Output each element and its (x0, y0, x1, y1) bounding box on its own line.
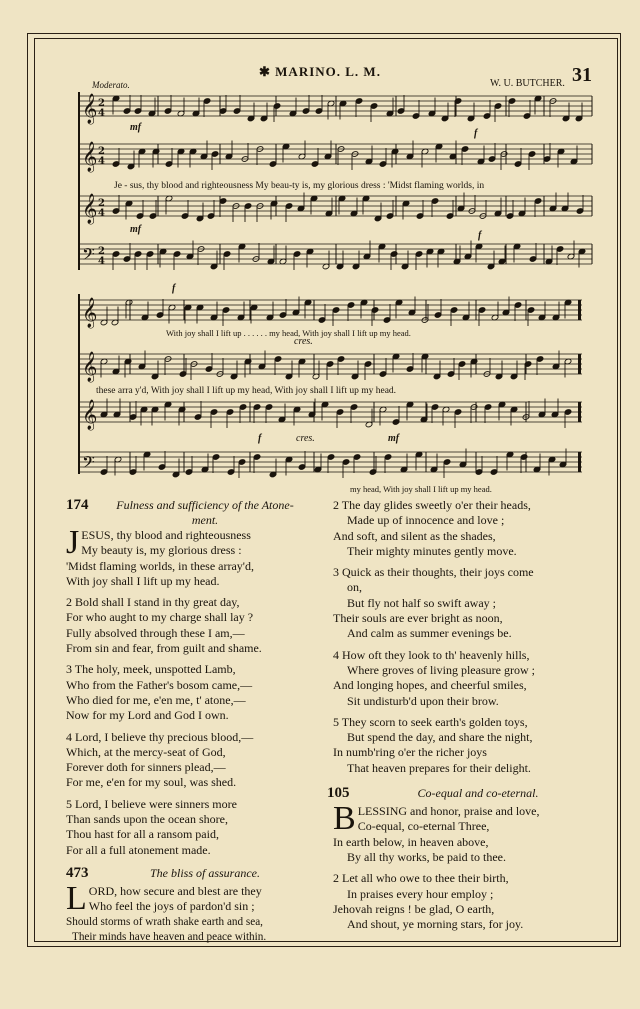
dynamic-f: f (172, 283, 176, 294)
bass-clef: 𝄢 (82, 452, 95, 476)
final-bar (578, 354, 581, 374)
verse-line: And longing hopes, and cheerful smiles, (333, 678, 527, 693)
hymn-174-stanza-5 (66, 797, 328, 858)
verse-line: 4 Lord, I believe thy precious blood,— (66, 729, 254, 744)
verse-line: 5 Lord, I believe were sinners more (66, 796, 237, 811)
lyrics-system1: Je - sus, thy blood and righteousness My beau-ty is, my glorious dress : 'Midst flaming worlds, in (114, 181, 485, 191)
verse-line: 2 Bold shall I stand in thy great day, (66, 595, 240, 610)
tune-title: ✱ MARINO. L. M. (259, 64, 381, 79)
treble-clef: 𝄞 (82, 142, 98, 172)
verse-line: Who from the Father's bosom came,— (66, 677, 253, 692)
verse-line: In earth below, in heaven above, (333, 834, 489, 849)
hymn-473-stanza-2 (333, 498, 615, 559)
dynamic-mf: mf (130, 122, 142, 133)
treble-clef: 𝄞 (82, 400, 98, 430)
svg-text:2: 2 (98, 246, 105, 257)
dynamic-f: f (478, 230, 482, 241)
verse-line: And shout, ye morning stars, for joy. (347, 917, 524, 932)
verse-line: And calm as summer evenings be. (347, 626, 512, 641)
verse-line: Their souls are ever bright as noon, (333, 611, 503, 626)
verse-line: Made up of innocence and love ; (347, 513, 505, 528)
hymn-number: 105 (327, 785, 350, 802)
verse-line: 5 They scorn to seek earth's golden toys, (333, 714, 528, 729)
drop-cap: B (333, 800, 356, 838)
clefs (82, 93, 105, 476)
verse-line: Now for my Lord and God I own. (66, 708, 229, 723)
verse-line: on, (347, 580, 362, 595)
verse-line: ORD, how secure and blest are they (88, 883, 262, 898)
hymn-105-stanza-2 (333, 871, 615, 932)
verse-line: 4 How oft they look to th' heavenly hills, (333, 647, 530, 662)
tempo-marking: Moderato. (92, 80, 130, 90)
hymn-473-stanza-4 (333, 648, 615, 709)
drop-cap: J (66, 524, 80, 561)
svg-text:2: 2 (98, 198, 105, 209)
verse-line: Forever doth for sinners plead,— (66, 760, 226, 775)
verse-line: Who died for me, e'en me, t' atone,— (66, 692, 246, 707)
verse-line: With joy shall I lift up my head. (66, 573, 220, 588)
verse-line: From sin and fear, from guilt and shame. (66, 641, 262, 656)
svg-text:2: 2 (98, 146, 105, 157)
bass-clef: 𝄢 (82, 244, 95, 268)
hymn-title: Fulness and sufficiency of the Atone- ment. (116, 498, 294, 527)
hymn-title: The bliss of assurance. (149, 865, 260, 880)
hymn-473-stanza-5 (333, 715, 615, 776)
verse-line: 3 The holy, meek, unspotted Lamb, (66, 662, 236, 677)
hymn-105-heading (327, 785, 615, 804)
dynamic-cres: cres. (294, 336, 313, 347)
verse-line: In praises every hour employ ; (347, 886, 494, 901)
verse-line: 2 The day glides sweetly o'er their heads, (333, 498, 531, 512)
verse-line: ESUS, thy blood and righteousness (81, 528, 251, 542)
time-signature: 2 (98, 98, 105, 109)
verse-line: Their mighty minutes gently move. (347, 543, 517, 558)
lyrics-system2-bottom: my head, With joy shall I lift up my head. (350, 484, 492, 494)
verse-line: That heaven prepares for their delight. (347, 760, 531, 775)
lyrics-system2-top: With joy shall I lift up . . . . . . my head, With joy shall I lift up my head. (166, 328, 411, 338)
hymn-473-stanza-3 (333, 565, 615, 641)
music-score (74, 86, 594, 496)
verse-line: Sit undisturb'd upon their brow. (347, 693, 499, 708)
verse-line: Co-equal, co-eternal Three, (357, 819, 490, 834)
verse-line: Jehovah reigns ! be glad, O earth, (333, 901, 495, 916)
final-bar (578, 452, 581, 472)
treble-clef: 𝄞 (82, 94, 98, 124)
verse-line: Should storms of wrath shake earth and sea, (66, 915, 263, 928)
verse-line: Their minds have heaven and peace within. (72, 930, 267, 943)
treble-clef: 𝄞 (82, 298, 98, 328)
hymn-174-heading (66, 498, 328, 528)
verse-line: But fly not half so swift away ; (347, 595, 496, 610)
dynamic-mf: mf (130, 224, 142, 235)
verse-line: Where groves of living pleasure grow ; (347, 662, 535, 677)
hymn-number: 473 (66, 864, 89, 881)
verse-line: My beauty is, my glorious dress : (81, 543, 242, 558)
verse-line: For all a full atonement made. (66, 842, 211, 857)
hymn-174-stanza-4 (66, 730, 328, 791)
verse-line: By all thy works, be paid to thee. (347, 849, 506, 864)
verse-line: Fully absolved through these I am,— (66, 625, 245, 640)
dynamic-f: f (474, 128, 478, 139)
verse-line: 2 Let all who owe to thee their birth, (333, 871, 509, 886)
right-column (327, 498, 615, 938)
hymn-174-stanza-1 (66, 524, 328, 589)
svg-text:4: 4 (98, 156, 105, 167)
hymn-174-stanza-3 (66, 662, 328, 723)
verse-line: For who aught to my charge shall lay ? (66, 610, 254, 625)
composer: W. U. BUTCHER. (490, 78, 565, 89)
final-bar (578, 402, 581, 422)
svg-text:4: 4 (98, 108, 105, 119)
verse-line: Who feel the joys of pardon'd sin ; (88, 899, 255, 914)
dynamic-f: f (258, 433, 262, 444)
verse-line: For me, e'en for my soul, was shed. (66, 775, 237, 790)
svg-text:4: 4 (98, 256, 105, 267)
treble-clef: 𝄞 (82, 352, 98, 382)
system1-brace (78, 92, 80, 270)
hymn-105-stanza-1 (333, 800, 615, 865)
page-number: 31 (572, 64, 592, 86)
verse-line: But spend the day, and share the night, (347, 730, 533, 745)
verse-line: In numb'ring o'er the richer joys (333, 745, 487, 760)
lyrics-system2-mid: these arra y'd, With joy shall I lift up my head, With joy shall I lift up my head. (96, 386, 397, 396)
dynamic-cres: cres. (296, 433, 315, 444)
dynamic-mf: mf (388, 433, 400, 444)
treble-clef: 𝄞 (82, 194, 98, 224)
drop-cap: L (66, 879, 87, 917)
hymn-number: 174 (66, 497, 89, 513)
svg-text:4: 4 (98, 208, 105, 219)
verse-line: 3 Quick as their thoughts, their joys come (333, 565, 534, 580)
verse-line: And soft, and silent as the shades, (333, 528, 496, 543)
hymn-473-heading (66, 866, 328, 884)
hymn-title: Co-equal and co-eternal. (417, 786, 539, 801)
verse-line: Which, at the mercy-seat of God, (66, 744, 226, 759)
verse-line: 'Midst flaming worlds, in these array'd, (66, 558, 254, 573)
verse-line: LESSING and honor, praise and love, (357, 804, 540, 819)
verse-line: Thou hast for all a ransom paid, (66, 827, 219, 842)
hymn-473-stanza-1 (66, 879, 328, 945)
system2-brace (78, 294, 80, 474)
final-bar (578, 300, 581, 320)
system1-staves (80, 96, 592, 264)
verse-line: Than sands upon the ocean shore, (66, 812, 228, 827)
left-column (66, 498, 328, 951)
hymn-174-stanza-2 (66, 595, 328, 656)
